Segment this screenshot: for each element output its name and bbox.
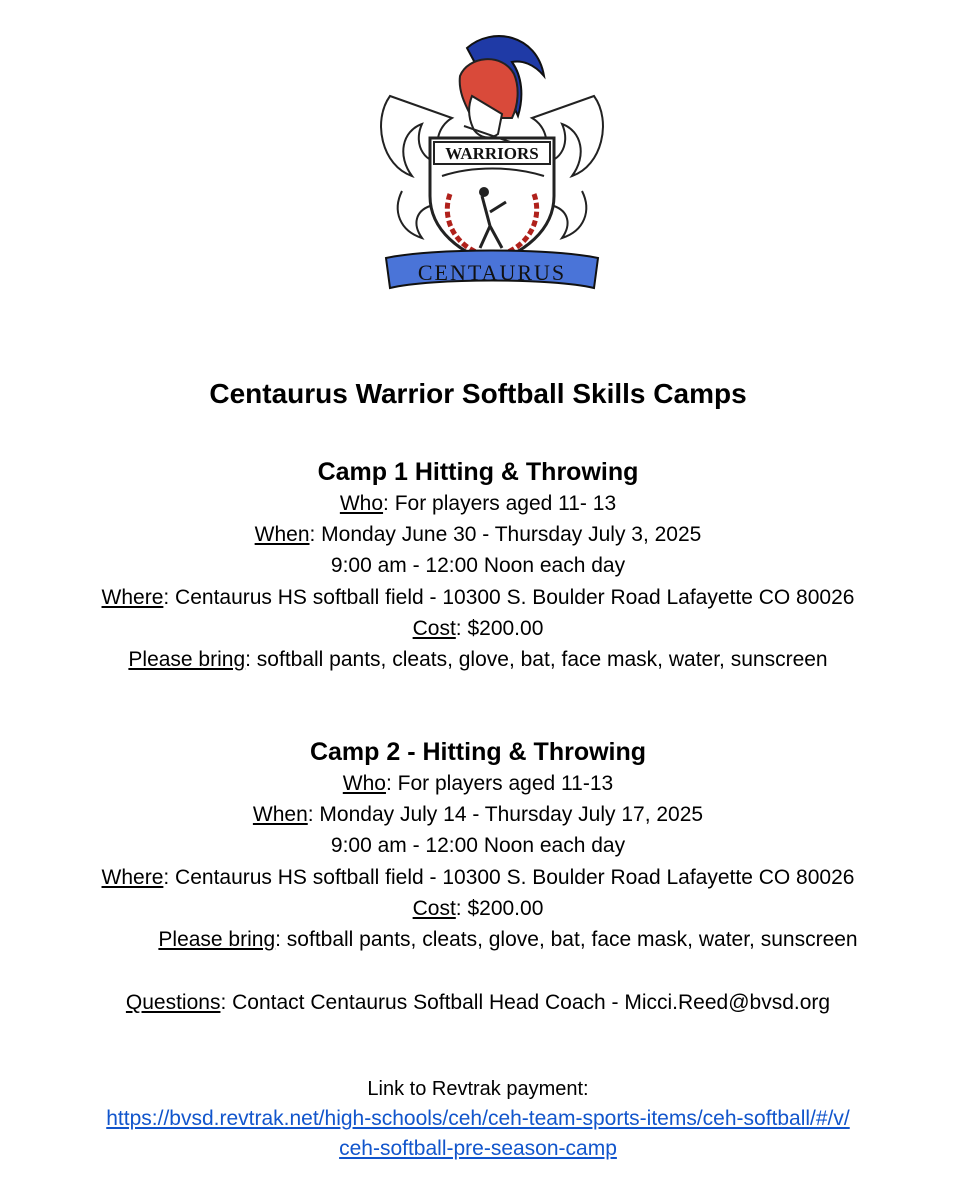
cost-label: Cost xyxy=(412,616,456,640)
camp-2-time: 9:00 am - 12:00 Noon each day xyxy=(330,834,626,858)
camp-2-when xyxy=(0,799,956,830)
who-label: Who xyxy=(342,772,386,795)
camp-2-cost xyxy=(0,893,956,924)
camp-1-title: Camp 1 Hitting & Throwing xyxy=(317,458,639,486)
where-label: Where xyxy=(101,865,164,889)
camp-1-who xyxy=(0,488,956,519)
who-label: Who xyxy=(339,492,384,515)
camp-2-who xyxy=(0,768,956,799)
logo-banner-top: WARRIORS xyxy=(445,144,539,163)
where-value: : Centaurus HS softball field - 10300 S. Boulder Road Lafayette CO 80026 xyxy=(163,865,855,889)
where-label: Where xyxy=(101,585,164,609)
questions-label: Questions xyxy=(125,991,221,1014)
camp-1-section xyxy=(0,456,956,675)
camp-2-bring xyxy=(0,924,956,955)
payment-label: Link to Revtrak payment: xyxy=(367,1078,589,1100)
cost-value: : $200.00 xyxy=(455,896,544,920)
camp-2-title: Camp 2 - Hitting & Throwing xyxy=(309,738,647,766)
questions-line xyxy=(0,988,956,1018)
when-value: : Monday June 30 - Thursday July 3, 2025 xyxy=(309,523,702,547)
page-title: Centaurus Warrior Softball Skills Camps xyxy=(209,378,747,409)
logo-banner-bottom: CENTAURUS xyxy=(417,260,567,285)
payment-link-line-1[interactable]: https://bvsd.revtrak.net/high-schools/ceh/ceh-team-sports-items/ceh-softball/#/v/ xyxy=(106,1107,850,1130)
camp-1-cost xyxy=(0,613,956,644)
camp-1-time: 9:00 am - 12:00 Noon each day xyxy=(330,554,626,578)
camp-2-where xyxy=(0,862,956,893)
cost-value: : $200.00 xyxy=(455,616,544,640)
bring-label: Please bring xyxy=(158,927,276,951)
when-label: When xyxy=(252,803,308,827)
when-label: When xyxy=(254,523,310,547)
bring-value: : softball pants, cleats, glove, bat, face mask, water, sunscreen xyxy=(245,647,828,671)
bring-label: Please bring xyxy=(128,647,246,671)
questions-text: : Contact Centaurus Softball Head Coach - Micci.Reed@bvsd.org xyxy=(220,991,831,1014)
when-value: : Monday July 14 - Thursday July 17, 2025 xyxy=(307,803,704,827)
where-value: : Centaurus HS softball field - 10300 S. Boulder Road Lafayette CO 80026 xyxy=(163,585,855,609)
camp-1-bring xyxy=(0,644,956,675)
who-value: : For players aged 11- 13 xyxy=(383,492,617,515)
camp-1-when xyxy=(0,519,956,550)
camp-2-section xyxy=(0,736,956,955)
bring-value: : softball pants, cleats, glove, bat, face mask, water, sunscreen xyxy=(275,927,858,951)
payment-link-line-2[interactable]: ceh-softball-pre-season-camp xyxy=(339,1137,617,1160)
who-value: : For players aged 11-13 xyxy=(385,772,614,795)
cost-label: Cost xyxy=(412,896,456,920)
centaurus-warriors-crest-logo xyxy=(372,26,612,294)
payment-section xyxy=(0,1074,956,1164)
camp-1-where xyxy=(0,582,956,613)
